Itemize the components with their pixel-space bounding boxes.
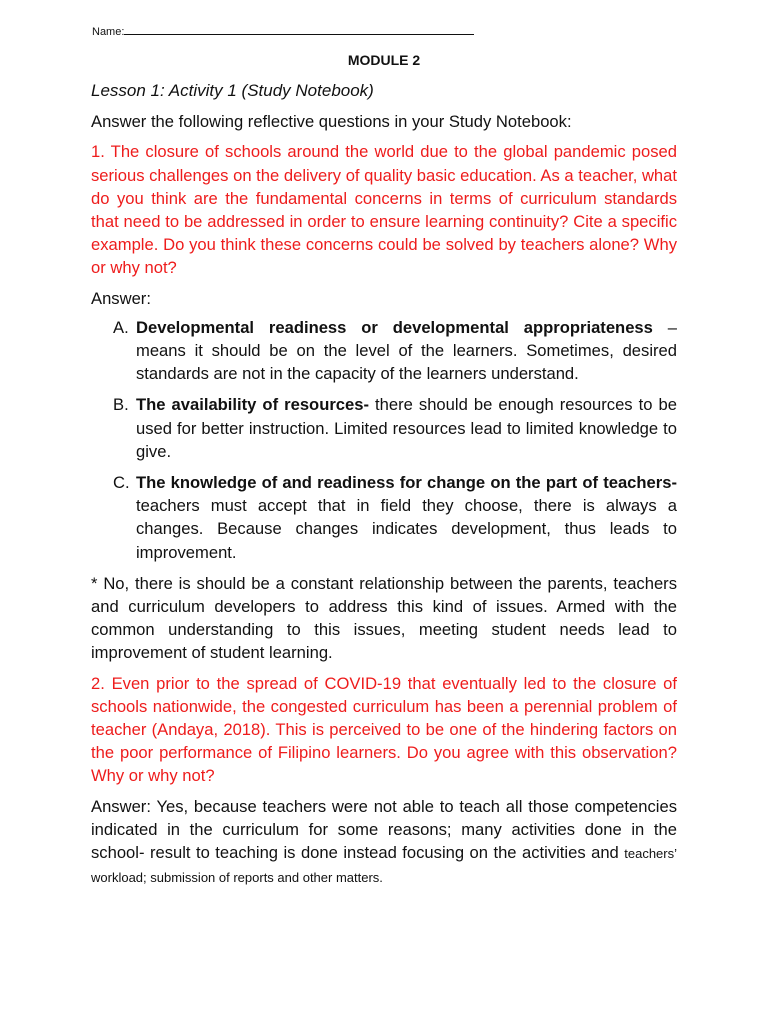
answer-item-text: there should be enough resources to be used for better instruction. Limited resources lead to limited knowledge to give.: [136, 395, 677, 461]
answer-item-term: The availability of resources-: [136, 395, 369, 415]
list-marker: C.: [113, 473, 130, 493]
answer-2: [91, 795, 677, 890]
answer-item-term: The knowledge of and readiness for change on the part of teachers-: [136, 473, 677, 493]
answer-1-list: [91, 316, 677, 564]
answer-2-main: Answer: Yes, because teachers were not able to teach all those competencies indicated in the curriculum for some reasons; many activities done in the school- result to teaching is done instead focusing on the activities and: [91, 796, 677, 863]
answer-item-text: – means it should be on the level of the learners. Sometimes, desired standards are not in the capacity of the learners understand.: [136, 317, 677, 384]
lesson-title: Lesson 1: Activity 1 (Study Notebook): [91, 81, 374, 100]
question-2: 2. Even prior to the spread of COVID-19 that eventually led to the closure of schools nationwide, the congested curriculum has been a perennial problem of teacher (Andaya, 2018). This is perceived to be one of the hindering factors on the poor performance of Filipino learners. Do you agree with this observation? Why or why not?: [91, 673, 677, 786]
list-marker: B.: [113, 395, 129, 415]
answer-1-conclusion: * No, there is should be a constant relationship between the parents, teachers and curriculum developers to address this kind of issues. Armed with the common understanding to this issues, meeting student needs lead to improvement of student learning.: [91, 573, 677, 663]
name-field-line: [92, 24, 474, 39]
module-title: MODULE 2: [347, 52, 421, 68]
answer-item-a: [91, 316, 677, 386]
answer-item-c: [91, 471, 677, 564]
document-body: [91, 79, 677, 897]
answer-item-b: [91, 393, 677, 463]
answer-item-text: teachers must accept that in field they choose, there is always a changes. Because changes indicates development, thus leads to improvement.: [136, 496, 677, 562]
name-blank-rule: [124, 24, 474, 35]
answer-2-tail: teachers’ workload; submission of reports and other matters.: [91, 846, 677, 886]
list-marker: A.: [113, 317, 129, 337]
question-1: 1. The closure of schools around the world due to the global pandemic posed serious challenges on the delivery of quality basic education. As a teacher, what do you think are the fundamental concerns in terms of curriculum standards that need to be addressed in order to ensure learning continuity? Cite a specific example. Do you think these concerns could be solved by teachers alone? Why or why not?: [91, 142, 677, 278]
answer-1-label: Answer:: [91, 288, 151, 308]
instruction-text: Answer the following reflective questions in your Study Notebook:: [91, 112, 572, 132]
answer-item-term: Developmental readiness or developmental appropriateness: [136, 317, 653, 337]
name-label: Name:: [92, 26, 125, 38]
